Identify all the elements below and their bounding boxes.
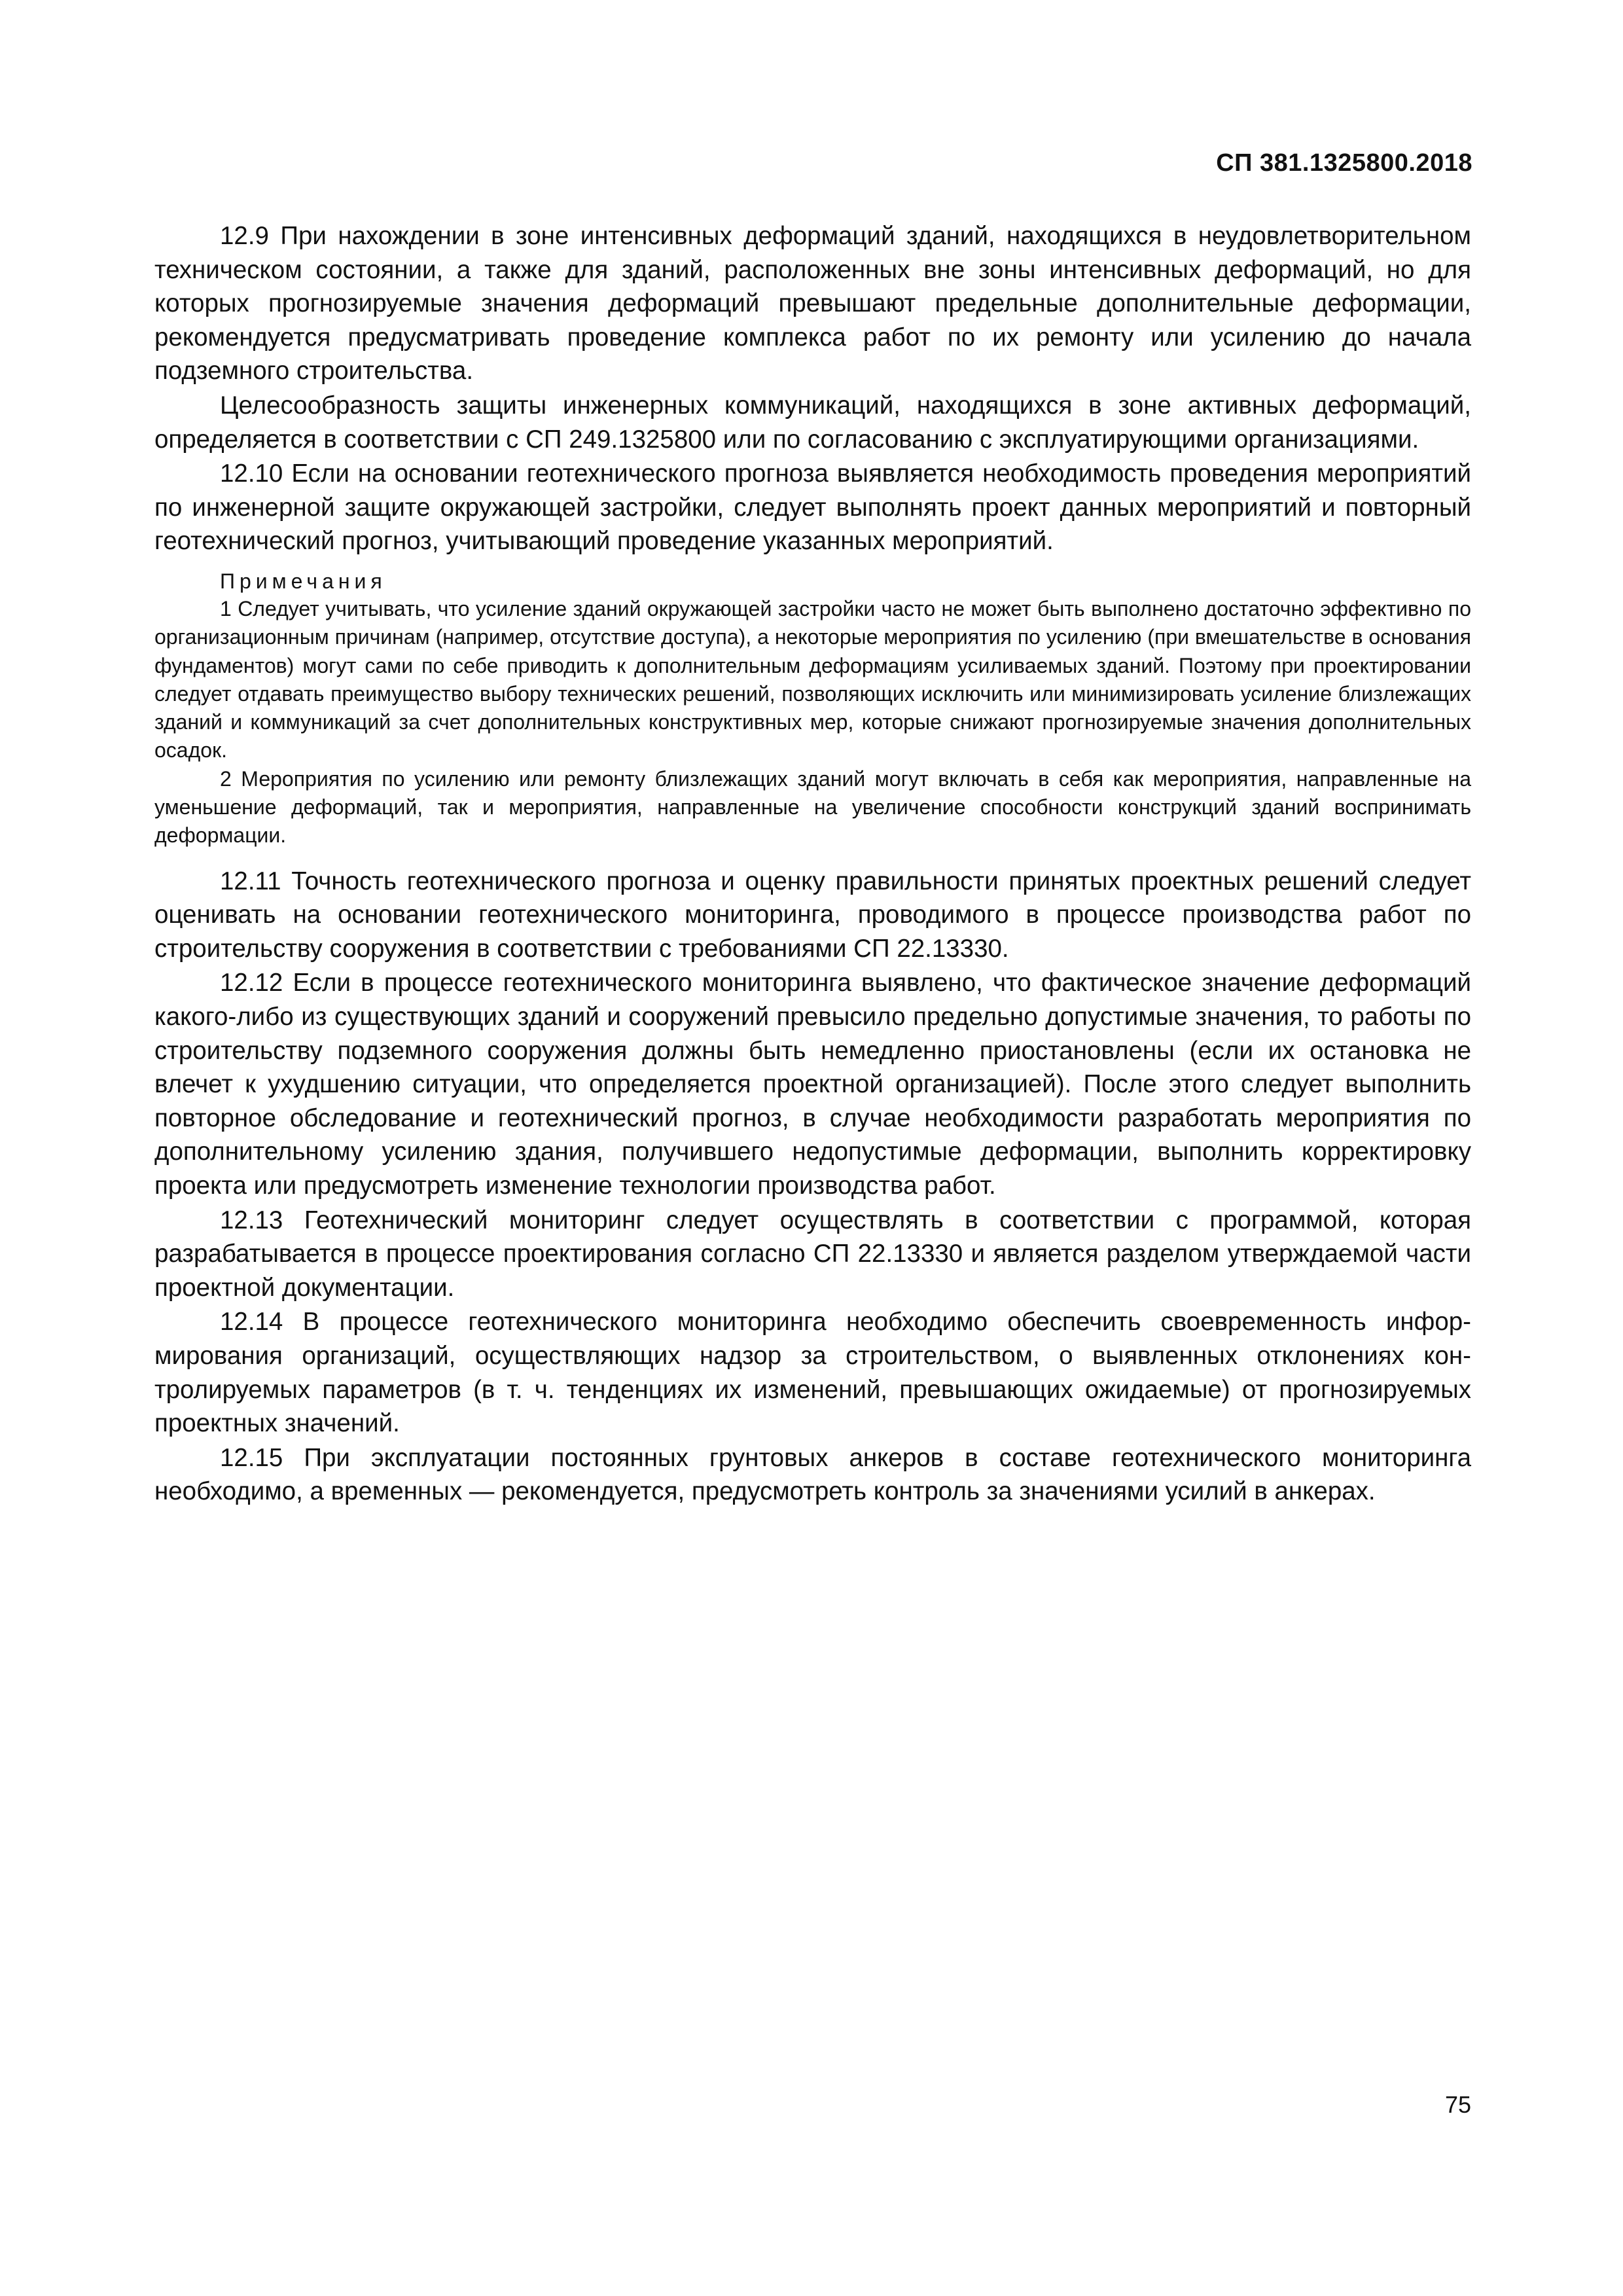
paragraph-12-15: 12.15 При эксплуатации постоянных грунтовых анкеров в составе геотехнического мониторинга необходимо, а временных — рекомендуется, предусмотреть контроль за значениями усилий в анкерах. <box>154 1443 1471 1506</box>
page-number: 75 <box>1444 2091 1471 2118</box>
paragraph-12-12: 12.12 Если в процессе геотехнического мониторинга выявлено, что фактическое значение деформаций какого-либо из существующих зданий и сооружений превысило предельно допустимые значения, то работы по строительству подземного сооружения должны быть немедленно приостановлены (если их остановка не влечет к ухудшению ситуации, что определяется проектной организацией). После этого следует выполнить повторное обследование и геотехнический прогноз, в случае необходимости разработать мероприятия по дополнительному усилению здания, получившего недопустимые деформации, выполнить корректировку проекта или предусмотреть изменение технологии производства работ. <box>154 969 1471 1200</box>
document-body <box>154 219 1471 1509</box>
paragraph-12-14: 12.14 В процессе геотехнического мониторинга необходимо обеспечить своевременность информирования организаций, осуществляющих надзор за строительством, о выявленных отклонениях контролируемых параметров (в т. ч. тенденциях их изменений, превышающих ожидаемые) от прогнозируемых проектных значений. <box>154 1308 1471 1438</box>
paragraph-utilities-protection: Целесообразность защиты инженерных коммуникаций, находящихся в зоне активных деформаций, определяется в соответствии с СП 249.1325800 или по согласованию с эксплуатирующими организациями. <box>154 391 1471 454</box>
notes-block <box>154 567 1471 850</box>
notes-title: Примечания <box>220 569 387 593</box>
note-2: 2 Мероприятия по усилению или ремонту близлежащих зданий могут включать в себя как мероприятия, направленные на уменьшение деформаций, так и мероприятия, направленные на увеличение способности конструкций зданий воспринимать деформации. <box>154 766 1471 848</box>
note-1: 1 Следует учитывать, что усиление зданий окружающей застройки часто не может быть выполнено достаточно эффективно по организационным причинам (например, отсутствие доступа), а некоторые мероприятия по усилению (при вмешательстве в основания фундаментов) могут сами по себе приводить к дополнительным деформациям усиливаемых зданий. Поэтому при проектировании следует отдавать преимущество выбору технических решений, позволяющих исключить или минимизировать усиление близлежащих зданий и коммуникаций за счет дополнительных конструктивных мер, которые снижают прогнозируемые значения дополнительных осадок. <box>154 596 1471 762</box>
paragraph-12-9: 12.9 При нахождении в зоне интенсивных деформаций зданий, находящихся в неудовлетворительном техническом состоянии, а также для зданий, расположенных вне зоны интенсивных деформаций, но для которых прогнозируемые значения деформаций превышают предельные дополнительные деформации, рекомендуется предусматривать проведение комплекса работ по их ремонту или усилению до начала подземного строительства. <box>154 222 1471 386</box>
document-code: СП 381.1325800.2018 <box>1216 149 1472 177</box>
paragraph-12-11: 12.11 Точность геотехнического прогноза и оценку правильности принятых проектных решений следует оценивать на основании геотехнического мониторинга, проводимого в процессе производства работ по строительству сооружения в соответствии с требованиями СП 22.13330. <box>154 867 1471 963</box>
paragraph-12-13: 12.13 Геотехнический мониторинг следует осуществлять в соответствии с программой, которая разрабатывается в процессе проектирования согласно СП 22.13330 и является разделом утверждаемой части проектной документации. <box>154 1206 1471 1302</box>
paragraph-12-10: 12.10 Если на основании геотехнического прогноза выявляется необходимость проведения мероприятий по инженерной защите окружающей застройки, следует выполнять проект данных мероприятий и повторный геотехнический прогноз, учитывающий проведение указанных мероприятий. <box>154 459 1471 556</box>
